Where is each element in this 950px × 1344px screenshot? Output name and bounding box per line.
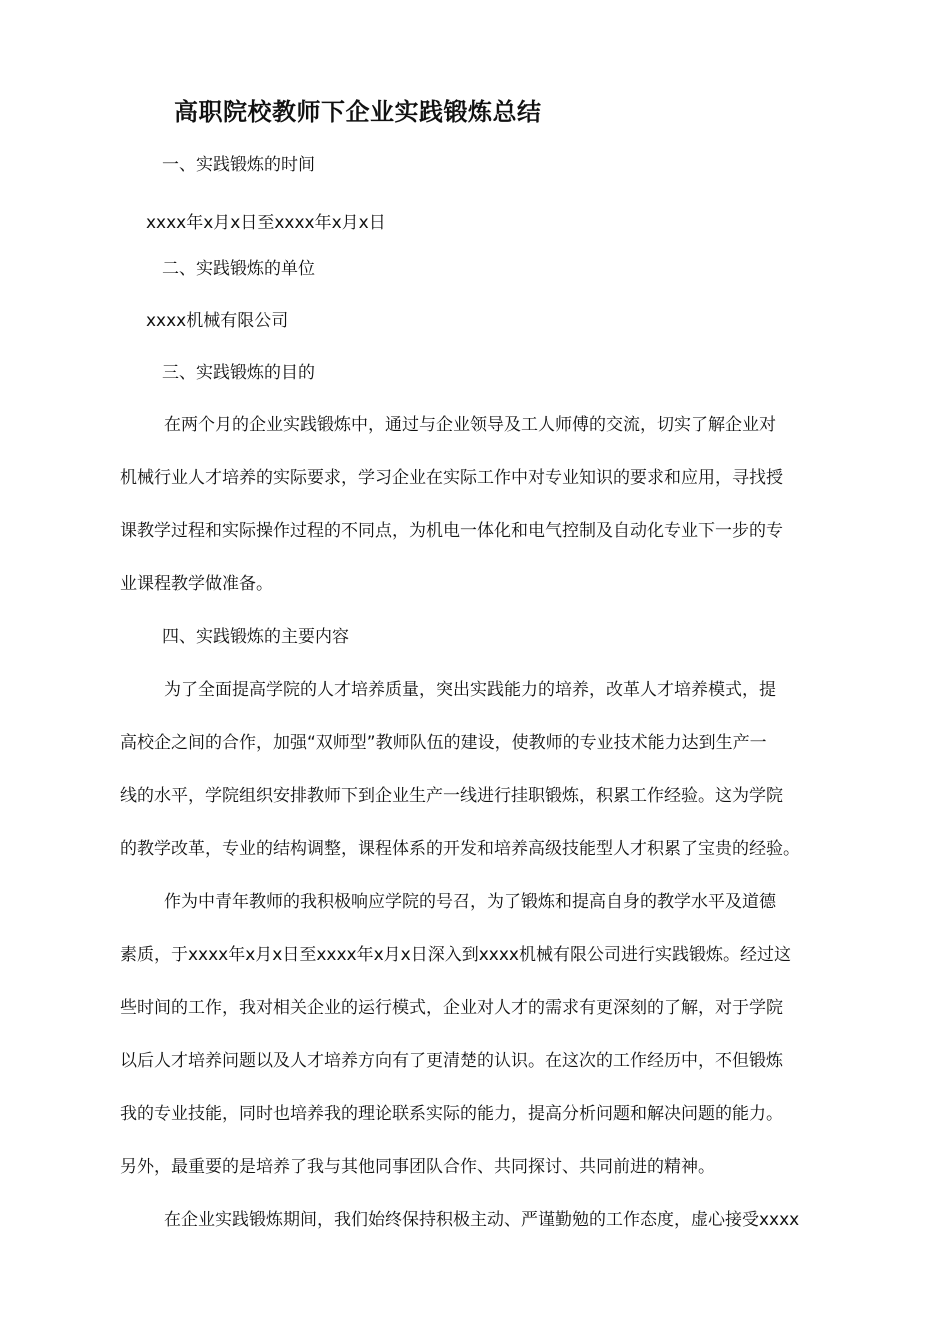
paragraph-line: 另外，最重要的是培养了我与其他同事团队合作、共同探讨、共同前进的精神。	[120, 1157, 715, 1177]
paragraph-line: 业课程教学做准备。	[120, 574, 273, 594]
document-title: 高职院校教师下企业实践锻炼总结	[174, 98, 542, 126]
paragraph-line: 线的水平，学院组织安排教师下到企业生产一线进行挂职锻炼，积累工作经验。这为学院	[120, 786, 783, 806]
time-line: xxxx年x月x日至xxxx年x月x日	[146, 213, 386, 233]
section-heading-unit: 二、实践锻炼的单位	[162, 259, 315, 279]
section-heading-time: 一、实践锻炼的时间	[162, 155, 315, 175]
paragraph-line: 在企业实践锻炼期间，我们始终保持积极主动、严谨勤勉的工作态度，虚心接受xxxx	[164, 1210, 800, 1230]
paragraph-line: 素质，于xxxx年x月x日至xxxx年x月x日深入到xxxx机械有限公司进行实践锻炼。经过这	[120, 945, 791, 965]
paragraph-line: 些时间的工作，我对相关企业的运行模式，企业对人才的需求有更深刻的了解，对于学院	[120, 998, 783, 1018]
paragraph-line: 以后人才培养问题以及人才培养方向有了更清楚的认识。在这次的工作经历中，不但锻炼	[120, 1051, 783, 1071]
paragraph-line: 机械行业人才培养的实际要求，学习企业在实际工作中对专业知识的要求和应用，寻找授	[120, 468, 783, 488]
paragraph-line: 为了全面提高学院的人才培养质量，突出实践能力的培养，改革人才培养模式，提	[164, 680, 776, 700]
paragraph-line: 作为中青年教师的我积极响应学院的号召，为了锻炼和提高自身的教学水平及道德	[164, 892, 776, 912]
paragraph-line: 高校企之间的合作，加强“双师型”教师队伍的建设，使教师的专业技术能力达到生产一	[120, 733, 767, 753]
unit-line: xxxx机械有限公司	[146, 311, 289, 331]
paragraph-line: 的教学改革，专业的结构调整，课程体系的开发和培养高级技能型人才积累了宝贵的经验。	[120, 839, 800, 859]
paragraph-line: 在两个月的企业实践锻炼中，通过与企业领导及工人师傅的交流，切实了解企业对	[164, 415, 776, 435]
section-heading-purpose: 三、实践锻炼的目的	[162, 363, 315, 383]
paragraph-line: 我的专业技能，同时也培养我的理论联系实际的能力，提高分析问题和解决问题的能力。	[120, 1104, 783, 1124]
paragraph-line: 课教学过程和实际操作过程的不同点，为机电一体化和电气控制及自动化专业下一步的专	[120, 521, 783, 541]
section-heading-content: 四、实践锻炼的主要内容	[162, 627, 349, 647]
